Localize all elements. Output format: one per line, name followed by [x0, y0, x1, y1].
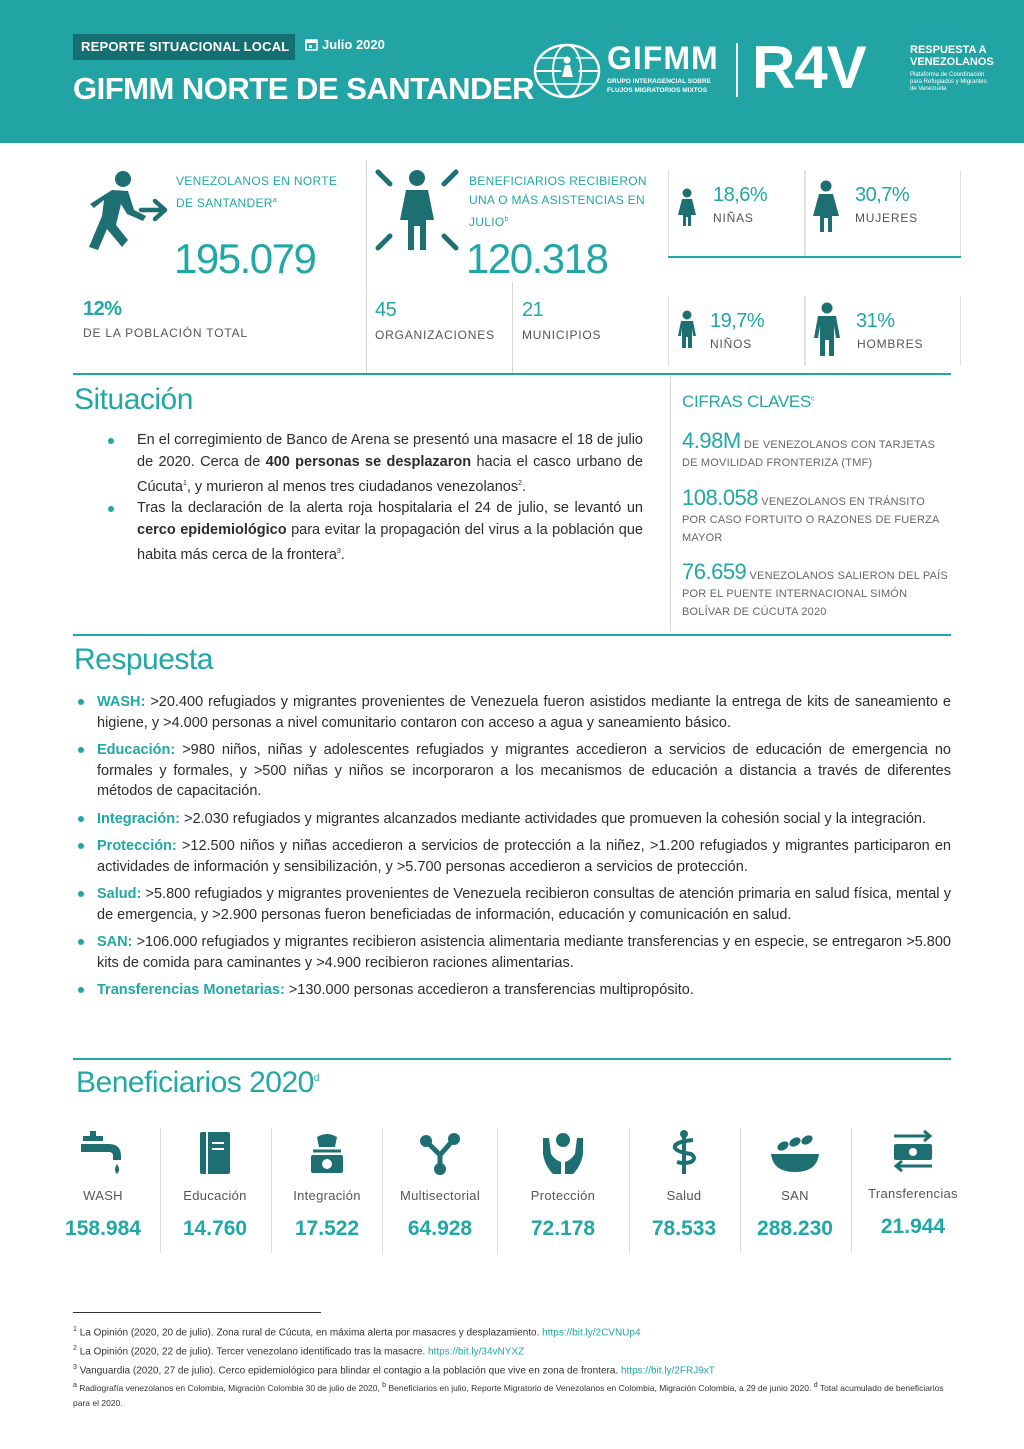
mujeres-label: MUJERES — [855, 211, 918, 225]
ben-educacion — [160, 1128, 270, 1241]
hombres-value: 31% — [856, 310, 895, 332]
situacion-list — [75, 430, 643, 567]
footnote-link[interactable]: https://bit.ly/2FRJ9xT — [620, 1364, 715, 1376]
section-divider — [73, 1058, 951, 1060]
food-bowl-icon — [769, 1132, 821, 1174]
respuesta-list — [73, 692, 951, 1008]
network-icon — [418, 1131, 462, 1175]
organizaciones-label: ORGANIZACIONES — [375, 328, 495, 342]
gifmm-subtitle: GRUPO INTERAGENCIAL SOBRE FLUJOS MIGRATORIOS MIXTOS — [607, 78, 711, 94]
divider — [366, 160, 367, 374]
ben-label: SAN — [781, 1188, 809, 1203]
divider — [668, 256, 961, 258]
venezolanos-value: 195.079 — [174, 235, 316, 282]
ben-san — [740, 1128, 850, 1241]
ben-wash — [48, 1128, 158, 1241]
municipios-label: MUNICIPIOS — [522, 328, 602, 342]
organizaciones-value: 45 — [375, 299, 397, 321]
footnote-1: $^1$ La Opinión (2020, 20 de julio). Zona rural de Cúcuta, en máxima alerta por masacres y desplazamiento. https://bit.ly/2CVNUp4 — [73, 1326, 641, 1339]
ben-label: Protección — [530, 1188, 596, 1203]
footnote-rule — [73, 1312, 321, 1313]
protection-hands-icon — [541, 1130, 585, 1176]
ben-value: 21.944 — [880, 1215, 946, 1238]
divider — [382, 1128, 383, 1253]
poblacion-pct-label: DE LA POBLACIÓN TOTAL — [83, 326, 248, 340]
respuesta-item-educacion: Educación: >980 niños, niñas y adolescentes refugiados y migrantes accedieron a servicios de educación de emergencia no formales y formales, y >500 niñas y niños se incorporaron a los mecanismos de educación a distancia a través de diferentes métodos de capacitación. — [73, 740, 951, 802]
situacion-item: En el corregimiento de Banco de Arena se presentó una masacre el 18 de julio de 2020. Cerca de 400 personas se desplazaron hacia el casco urbano de Cúcuta$^1$, y murieron al menos tres ciudadanos venezolanos$^2$. — [75, 430, 643, 498]
respuesta-item-integracion: Integración: >2.030 refugiados y migrantes alcanzados mediante actividades que promueven la cohesión social y la integración. — [73, 809, 951, 830]
ben-value: 64.928 — [407, 1217, 473, 1240]
calendar-icon — [305, 38, 318, 51]
ben-salud — [629, 1128, 739, 1241]
venezolanos-label: VENEZOLANOS EN NORTE DE SANTANDER$^a$ — [176, 174, 338, 210]
person-walking-arrow-icon — [72, 170, 170, 254]
cifras-title: CIFRAS CLAVES$^c$ — [682, 392, 815, 411]
situacion-item: Tras la declaración de la alerta roja hospitalaria el 24 de julio, se levantó un cerco epidemiológico para evitar la propagación del virus a la población que habita más cerca de la frontera$^3$. — [75, 498, 643, 566]
footnote-4: $^a$ Radiografía venezolanos en Colombia, Migración Colombia 30 de julio de 2020, $^b$ Beneficiarios en julio, Reporte Migratorio de Venezolanos en Colombia, Migración Colombia, a 29 de junio 2020. $^d$ Total acumulado de beneficiarios para el 2020. — [73, 1382, 944, 1409]
ninas-label: NIÑAS — [713, 211, 754, 225]
situacion-title: Situación — [74, 383, 193, 416]
footnotes — [73, 1322, 953, 1411]
ben-label: Salud — [666, 1188, 702, 1203]
beneficiarios-value: 120.318 — [466, 235, 608, 282]
respuesta-item-transferencias: Transferencias Monetarias: >130.000 personas accedieron a transferencias multipropósito. — [73, 980, 951, 1001]
gifmm-globe-logo — [532, 42, 602, 100]
ben-label: Educación — [183, 1188, 247, 1203]
ben-value: 72.178 — [530, 1217, 596, 1240]
cifra-salieron: 76.659 VENEZOLANOS SALIERON DEL PAÍS POR EL PUENTE INTERNACIONAL SIMÓN BOLÍVAR DE CÚCUTA 2020 — [682, 559, 948, 618]
cifra-transito: 108.058 VENEZOLANOS EN TRÁNSITO POR CASO FORTUITO O RAZONES DE FUERZA MAYOR — [682, 485, 939, 544]
ben-value: 78.533 — [651, 1217, 717, 1240]
respuesta-item-wash: WASH: >20.400 refugiados y migrantes provenientes de Venezuela fueron asistidos mediante la entrega de kits de saneamiento e higiene, y >4.000 personas a nivel comunitario contaron con acceso a agua y saneamiento básico. — [73, 692, 951, 733]
ben-label: Multisectorial — [399, 1188, 481, 1203]
report-date — [305, 37, 385, 52]
ben-value: 288.230 — [757, 1217, 833, 1240]
section-divider — [73, 373, 951, 375]
ben-label: WASH — [83, 1188, 123, 1203]
section-divider — [73, 634, 951, 636]
ben-label: Integración — [293, 1188, 361, 1203]
ben-proteccion — [508, 1128, 618, 1241]
hombres-label: HOMBRES — [857, 337, 924, 351]
r4v-subtitle: Plataforma de Coordinación para Refugiados y Migrantes de Venezuela — [910, 72, 987, 92]
health-caduceus-icon — [669, 1130, 699, 1176]
ninas-value: 18,6% — [713, 184, 768, 206]
poblacion-pct-value: 12% — [83, 298, 122, 320]
report-type-tag: REPORTE SITUACIONAL LOCAL — [73, 34, 295, 60]
header-banner — [0, 0, 1024, 143]
person-arms-out-icon — [374, 168, 460, 254]
ben-transferencias — [858, 1126, 968, 1239]
respuesta-title: Respuesta — [74, 643, 213, 676]
ninos-value: 19,7% — [710, 310, 765, 332]
ben-label: Transferencias — [868, 1186, 958, 1201]
beneficiarios-label: BENEFICIARIOS RECIBIERON UNA O MÁS ASISTENCIAS EN JULIO$^b$ — [469, 174, 647, 229]
date-text: Julio 2020 — [322, 37, 385, 52]
r4v-title: RESPUESTA A VENEZOLANOS — [910, 44, 994, 68]
book-icon — [198, 1130, 232, 1176]
respuesta-item-san: SAN: >106.000 refugiados y migrantes recibieron asistencia alimentaria mediante transferencias y en especie, se entregaron >5.800 kits de comida para caminantes y >4.900 recibieron raciones alimentarias. — [73, 932, 951, 973]
divider — [497, 1128, 498, 1253]
page-title: GIFMM NORTE DE SANTANDER — [73, 71, 535, 106]
divider — [512, 282, 513, 374]
beneficiarios-title: Beneficiarios 2020$^d$ — [76, 1066, 319, 1099]
boy-icon — [678, 310, 696, 348]
ben-value: 17.522 — [294, 1217, 360, 1240]
cash-transfer-icon — [890, 1130, 936, 1172]
ninos-label: NIÑOS — [710, 337, 753, 351]
ben-value: 14.760 — [182, 1217, 248, 1240]
man-icon — [814, 302, 840, 356]
footnote-2: $^2$ La Opinión (2020, 22 de julio). Tercer venezolano identificado tras la masacre. https://bit.ly/34vNYXZ — [73, 1344, 525, 1358]
integration-icon — [307, 1131, 347, 1175]
girl-icon — [678, 188, 696, 226]
footnote-3: $^3$ Vanguardia (2020, 27 de julio). Cerco epidemiológico para blindar el contagio a la población que vive en zona de frontera. https://bit.ly/2FRJ9xT — [73, 1363, 715, 1376]
ben-multisectorial — [385, 1128, 495, 1241]
mujeres-value: 30,7% — [855, 184, 910, 206]
respuesta-item-proteccion: Protección: >12.500 niños y niñas accedieron a servicios de protección a la niñez, >1.200 refugiados y migrantes participaron en actividades de información y sensibilización, y >5.700 personas accedieron a servicios de protección. — [73, 836, 951, 877]
municipios-value: 21 — [522, 299, 544, 321]
faucet-icon — [79, 1130, 127, 1176]
divider — [670, 376, 671, 631]
r4v-wordmark: R4V — [752, 34, 866, 101]
footnote-link[interactable]: https://bit.ly/34vNYXZ — [428, 1346, 525, 1358]
ben-value: 158.984 — [65, 1217, 141, 1240]
logo-divider — [736, 43, 738, 97]
footnote-link[interactable]: https://bit.ly/2CVNUp4 — [542, 1327, 641, 1339]
ben-integracion — [272, 1128, 382, 1241]
gifmm-wordmark: GIFMM — [607, 40, 719, 76]
divider — [851, 1128, 852, 1253]
cifra-tmf: 4.98M DE VENEZOLANOS CON TARJETAS DE MOVILIDAD FRONTERIZA (TMF) — [682, 428, 936, 469]
respuesta-item-salud: Salud: >5.800 refugiados y migrantes provenientes de Venezuela recibieron consultas de atención primaria en salud física, mental y de emergencia, y >2.900 personas fueron beneficiadas de información, educación y comunicación en salud. — [73, 884, 951, 925]
woman-icon — [813, 180, 839, 232]
